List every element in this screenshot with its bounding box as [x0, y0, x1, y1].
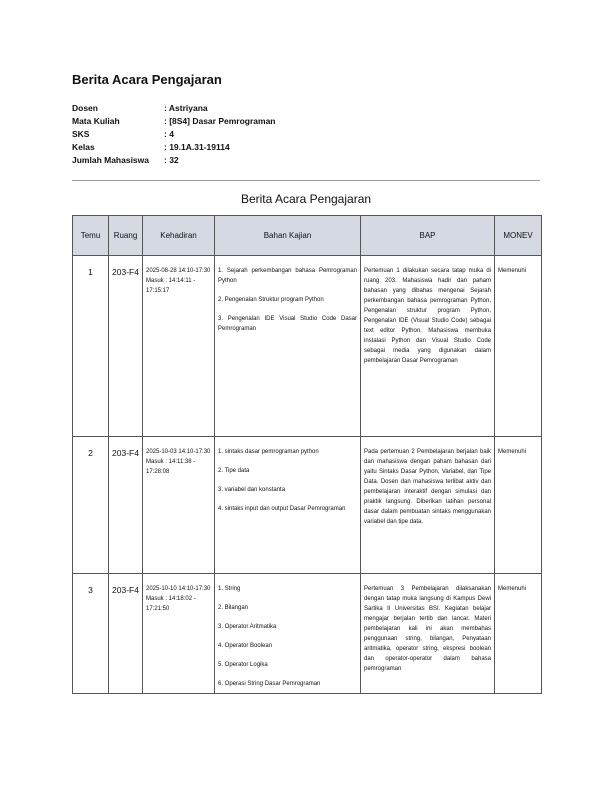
- bahan-item: 4. sintaks input dan output Dasar Pemrograman: [218, 506, 346, 512]
- col-header-ruang: Ruang: [109, 216, 143, 256]
- col-header-kehadiran: Kehadiran: [143, 216, 215, 256]
- cell-temu: 2: [73, 437, 109, 574]
- cell-monev: Memenuhi: [495, 437, 542, 574]
- col-header-bap: BAP: [361, 216, 495, 256]
- bahan-item: 3. Pengenalan IDE Visual Studio Code Dasar Pemrograman: [218, 316, 357, 332]
- meta-row-jumlah-mahasiswa: [72, 154, 276, 167]
- bahan-item: 2. Pengenalan Struktur program Python: [218, 297, 324, 303]
- meta-label: Mata Kuliah: [72, 116, 120, 126]
- cell-bap: [361, 256, 495, 437]
- cell-bahan-kajian: [215, 256, 361, 437]
- meta-value: : [8S4] Dasar Pemrograman: [164, 116, 276, 126]
- cell-bahan-kajian: [215, 574, 361, 694]
- bap-text: Pertemuan 3 Pembelajaran dilaksanakan dengan tatap muka langsung di Kampus Dewi Sartika II Universitas BSI. Kegiatan belajar mengajar berjalan tertib dan lancar. Materi pembelajaran kali ini akan membahas penggunaan string, bilangan, Penyataan aritmatika, operator string, ekspresi boolean dan operator-operator dalam bahasa pemrograman: [364, 586, 491, 672]
- col-header-temu: Temu: [73, 216, 109, 256]
- meta-value: : Astriyana: [164, 103, 208, 113]
- bahan-item: 4. Operator Boolean: [218, 643, 273, 649]
- cell-temu: 1: [73, 256, 109, 437]
- divider: [72, 180, 540, 181]
- cell-kehadiran: 2025-08-28 14:10-17:30 Masuk : 14:14:11 - 17:15:17: [143, 256, 215, 437]
- meta-label: SKS: [72, 129, 90, 139]
- col-header-bahan-kajian: Bahan Kajian: [215, 216, 361, 256]
- meta-row-kelas: [72, 141, 276, 154]
- table-row: [73, 256, 542, 437]
- table-row: [73, 437, 542, 574]
- cell-kehadiran: 2025-10-03 14:10-17:30 Masuk : 14:11:38 - 17:28:08: [143, 437, 215, 574]
- cell-ruang: 203-F4: [109, 437, 143, 574]
- bahan-item: 2. Tipe data: [218, 468, 250, 474]
- table-row: [73, 574, 542, 694]
- table-title: Berita Acara Pengajaran: [240, 192, 372, 206]
- cell-kehadiran: 2025-10-10 14:10-17:30 Masuk : 14:18:02 - 17:21:50: [143, 574, 215, 694]
- bahan-item: 5. Operator Logika: [218, 662, 268, 668]
- table-header-row: [73, 216, 542, 256]
- meta-row-dosen: [72, 102, 276, 115]
- meta-value: : 19.1A.31-19114: [164, 142, 230, 152]
- bahan-item: 1. sintaks dasar pemrograman python: [218, 449, 319, 455]
- bap-text: Pada pertemuan 2 Pembelajaran berjalan baik dan mahasiswa dengan paham bahasan dari yaitu Sintaks Dasar Python, Variabel, dan Tipe Data. Dosen dan mahasiswa terlibat aktiv dan pembelajaran interaktif dengan simulasi dan praktik langsung. Diberikan latihan personal dasar dalam pembuatan sintaks menggunakan variabel dan tipe data.: [364, 449, 491, 525]
- col-header-monev: MONEV: [495, 216, 542, 256]
- bahan-item: 3. Operator Aritmatika: [218, 624, 277, 630]
- meta-label: Jumlah Mahasiswa: [72, 155, 150, 165]
- cell-bahan-kajian: [215, 437, 361, 574]
- meta-value: : 32: [164, 155, 179, 165]
- cell-monev: Memenuhi: [495, 574, 542, 694]
- bahan-item: 6. Operasi String Dasar Pemrograman: [218, 681, 321, 687]
- bahan-item: 1. Sejarah perkembangan bahasa Pemrograman Python: [218, 268, 357, 284]
- metadata-block: [72, 102, 276, 167]
- page-title: Berita Acara Pengajaran: [72, 72, 222, 87]
- meta-row-mata-kuliah: [72, 115, 276, 128]
- bahan-item: 2. Bilangan: [218, 605, 249, 611]
- meta-label: Dosen: [72, 103, 98, 113]
- meta-label: Kelas: [72, 142, 95, 152]
- meta-value: : 4: [164, 129, 174, 139]
- cell-monev: Memenuhi: [495, 256, 542, 437]
- bahan-item: 1. String: [218, 586, 241, 592]
- bahan-item: 3. variabel dan konstanta: [218, 487, 286, 493]
- cell-temu: 3: [73, 574, 109, 694]
- meta-row-sks: [72, 128, 276, 141]
- cell-ruang: 203-F4: [109, 256, 143, 437]
- cell-bap: [361, 574, 495, 694]
- cell-ruang: 203-F4: [109, 574, 143, 694]
- bap-table: [72, 215, 542, 694]
- cell-bap: [361, 437, 495, 574]
- bap-text: Pertemuan 1 dilakukan secara tatap muka di ruang 203. Mahasiswa hadir dan paham bahasan yang dibahas mengenai Sejarah perkembangan bahasa pemrograman Python, Pengenalan struktur program Python, Pengenalan IDE (Visual Studio Code) sebagai text editor Python. Mahasiswa membuka instalasi Python dan Visual Studio Code sebagai media yang digunakan dalam pembelajaran Dasar Pemrograman: [364, 268, 491, 364]
